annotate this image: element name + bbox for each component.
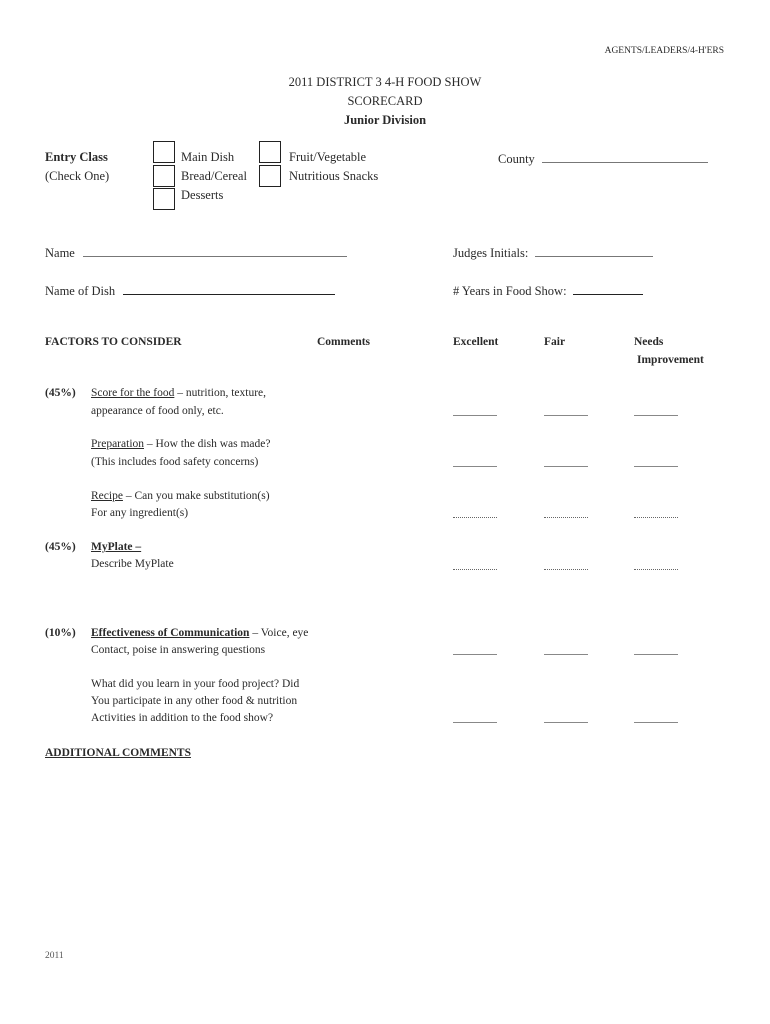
factors-header: FACTORS TO CONSIDER [45,336,182,348]
factor-desc: – Voice, eye [249,627,309,639]
judges-initials-label: Judges Initials: [453,246,529,260]
name-input[interactable] [83,244,347,257]
checkbox-main-dish[interactable] [153,141,175,163]
factor-weight: (10%) [45,627,76,639]
factor-myplate-title: MyPlate – [91,541,142,553]
fair-score-line[interactable] [544,654,588,655]
comments-header: Comments [317,336,371,348]
fair-score-line[interactable] [544,415,588,416]
checkbox-desserts[interactable] [153,188,175,210]
checkbox-nutritious-snacks[interactable] [259,165,281,187]
needs-improvement-score-line[interactable] [634,722,678,723]
factor-title: Score for the food [91,387,175,399]
judges-initials-field [453,244,653,261]
option-bread-cereal: Bread/Cereal [181,169,247,183]
factor-recipe [91,490,270,502]
years-field [453,282,643,299]
years-input[interactable] [573,282,643,295]
factor-title: Preparation [91,438,145,450]
additional-comments-heading: ADDITIONAL COMMENTS [45,747,192,759]
excellent-score-line[interactable] [453,654,497,655]
factor-desc-line2: Describe MyPlate [91,558,174,570]
option-main-dish: Main Dish [181,150,235,164]
excellent-header: Excellent [453,336,499,348]
audience-label: AGENTS/LEADERS/4-H'ERS [604,46,724,56]
factor-food-score [91,387,266,399]
additional-comments-area[interactable] [45,768,725,938]
factor-weight: (45%) [45,387,76,399]
needs-improvement-score-line[interactable] [634,415,678,416]
dish-input[interactable] [123,282,335,295]
excellent-score-line[interactable] [453,517,497,518]
needs-header: Needs [634,336,664,348]
needs-improvement-score-line[interactable] [634,466,678,467]
option-nutritious-snacks: Nutritious Snacks [289,169,379,183]
years-label: # Years in Food Show: [453,284,567,298]
fair-score-line[interactable] [544,517,588,518]
excellent-score-line[interactable] [453,569,497,570]
factor-weight: (45%) [45,541,76,553]
fair-header: Fair [544,336,566,348]
judges-initials-input[interactable] [535,244,653,257]
option-desserts: Desserts [181,188,224,202]
factor-desc-line2: For any ingredient(s) [91,507,189,519]
factor-question-line1: What did you learn in your food project? Did [91,678,300,690]
division-label: Junior Division [343,113,427,127]
factor-communication [91,627,308,639]
fair-score-line[interactable] [544,569,588,570]
excellent-score-line[interactable] [453,722,497,723]
factor-title: Effectiveness of Communication [91,627,250,639]
checkbox-fruit-vegetable[interactable] [259,141,281,163]
option-fruit-vegetable: Fruit/Vegetable [289,150,367,164]
needs-improvement-score-line[interactable] [634,569,678,570]
factor-question-line2: You participate in any other food & nutrition [91,695,298,707]
dish-field [45,282,335,299]
excellent-score-line[interactable] [453,466,497,467]
factor-desc-line2: (This includes food safety concerns) [91,456,259,468]
factor-desc-line2: Contact, poise in answering questions [91,644,266,656]
factor-desc: – Can you make substitution(s) [122,490,270,502]
improvement-header: Improvement [637,354,704,366]
county-label: County [498,152,535,166]
needs-improvement-score-line[interactable] [634,654,678,655]
fair-score-line[interactable] [544,722,588,723]
factor-preparation [91,438,271,450]
factor-desc-line2: appearance of food only, etc. [91,405,224,417]
factor-desc: – nutrition, texture, [174,387,267,399]
checkbox-bread-cereal[interactable] [153,165,175,187]
factor-question-line3: Activities in addition to the food show? [91,712,274,724]
fair-score-line[interactable] [544,466,588,467]
county-input[interactable] [542,150,708,163]
name-label: Name [45,246,75,260]
dish-label: Name of Dish [45,284,116,298]
footer-year: 2011 [45,951,64,961]
factor-title: Recipe [91,490,123,502]
needs-improvement-score-line[interactable] [634,517,678,518]
form-title: 2011 DISTRICT 3 4-H FOOD SHOW [288,75,482,89]
check-one-instruction: (Check One) [45,169,110,183]
name-field [45,244,347,261]
county-field [498,150,708,167]
entry-class-label: Entry Class [45,150,108,164]
excellent-score-line[interactable] [453,415,497,416]
form-subtitle: SCORECARD [347,94,423,108]
factor-desc: – How the dish was made? [144,438,271,450]
